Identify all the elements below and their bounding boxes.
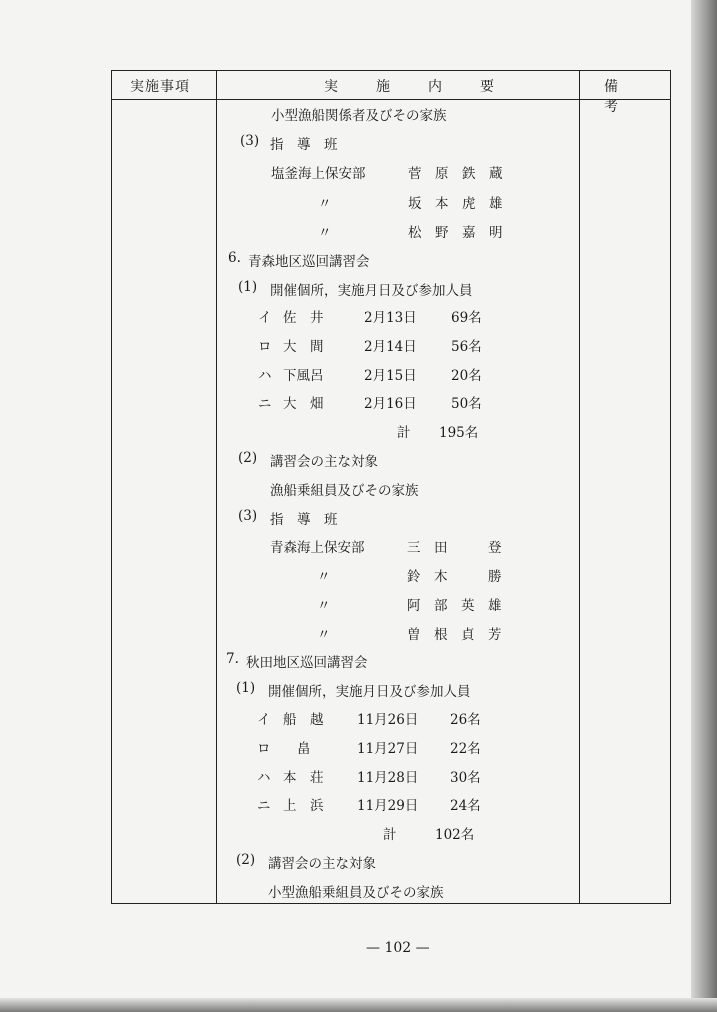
content-text-l27-1: 講習会の主な対象 [268, 856, 376, 872]
content-text-l3-0: 塩釜海上保安部 [271, 166, 366, 182]
page-number: — 102 — [366, 940, 430, 956]
content-text-l27-0: (2) [236, 852, 256, 868]
content-text-l17-0: 〃 [317, 569, 331, 585]
content-text-l4-0: 〃 [318, 196, 332, 212]
table-header-row [112, 71, 670, 115]
content-text-l10-3: 20名 [451, 368, 482, 384]
content-text-l12-1: 195名 [439, 425, 479, 441]
content-text-l10-1: 下風呂 [283, 368, 324, 384]
column-divider-1 [216, 71, 217, 903]
content-text-l25-3: 24名 [450, 798, 481, 814]
page-edge-shadow-right [691, 0, 717, 1012]
content-text-l13-1: 講習会の主な対象 [270, 454, 378, 470]
content-text-l10-0: ハ [258, 368, 272, 384]
content-text-l22-3: 26名 [450, 712, 481, 728]
content-text-l16-1: 三 田 登 [407, 540, 502, 556]
content-text-l2-1: 指 導 班 [270, 137, 338, 153]
content-text-l21-1: 開催個所，実施月日及び参加人員 [268, 684, 471, 700]
content-text-l11-2: 2月16日 [364, 396, 417, 412]
content-text-l15-0: (3) [238, 508, 258, 524]
content-text-l19-0: 〃 [317, 627, 331, 643]
content-text-l9-2: 2月14日 [364, 339, 417, 355]
content-text-l24-2: 11月28日 [357, 770, 419, 786]
content-text-l18-1: 阿 部 英 雄 [407, 598, 502, 614]
content-text-l6-0: 6. [228, 250, 241, 266]
header-implementation-content: 実施内要 [324, 79, 532, 95]
content-text-l6-1: 青森地区巡回講習会 [248, 254, 370, 270]
content-text-l20-1: 秋田地区巡回講習会 [246, 655, 368, 671]
content-text-l8-0: イ [258, 310, 272, 326]
content-text-l25-0: ニ [257, 798, 271, 814]
content-text-l8-2: 2月13日 [364, 310, 417, 326]
content-text-l19-1: 曽 根 貞 芳 [407, 627, 502, 643]
content-text-l24-1: 本 荘 [283, 770, 324, 786]
content-text-l11-3: 50名 [451, 396, 482, 412]
content-text-l7-1: 開催個所，実施月日及び参加人員 [270, 283, 473, 299]
content-text-l11-0: ニ [258, 396, 272, 412]
content-text-l26-0: 計 [383, 827, 397, 843]
content-text-l25-2: 11月29日 [357, 798, 419, 814]
content-text-l22-2: 11月26日 [357, 712, 419, 728]
content-text-l22-0: イ [257, 712, 271, 728]
content-text-l3-1: 菅 原 鉄 蔵 [408, 166, 503, 182]
page-edge-shadow-bottom [0, 998, 717, 1012]
content-text-l5-0: 〃 [318, 225, 332, 241]
content-text-l2-0: (3) [240, 133, 260, 149]
content-text-l24-3: 30名 [450, 770, 481, 786]
content-text-l21-0: (1) [236, 680, 256, 696]
content-text-l9-1: 大 間 [283, 339, 324, 355]
content-text-l23-3: 22名 [450, 741, 481, 757]
content-text-l18-0: 〃 [317, 598, 331, 614]
content-text-l20-0: 7. [226, 651, 239, 667]
content-text-l9-0: ロ [258, 339, 272, 355]
column-divider-2 [579, 71, 580, 903]
content-text-l13-0: (2) [238, 450, 258, 466]
content-text-l5-1: 松 野 嘉 明 [408, 225, 503, 241]
content-text-l8-1: 佐 井 [283, 310, 324, 326]
content-text-l16-0: 青森海上保安部 [270, 540, 365, 556]
content-text-l9-3: 56名 [451, 339, 482, 355]
content-text-l23-0: ロ [257, 741, 271, 757]
content-text-l14-0: 漁船乗組員及びその家族 [270, 483, 419, 499]
content-text-l24-0: ハ [257, 770, 271, 786]
content-text-l8-3: 69名 [451, 310, 482, 326]
content-text-l28-0: 小型漁船乗組員及びその家族 [268, 885, 444, 901]
content-text-l23-1: 畠 [297, 741, 311, 757]
header-implementation-item: 実施事項 [130, 79, 190, 95]
content-text-l11-1: 大 畑 [283, 396, 324, 412]
content-text-l7-0: (1) [238, 279, 258, 295]
header-remarks: 備考 [604, 79, 642, 115]
content-text-l1-0: 小型漁船関係者及びその家族 [271, 108, 447, 124]
content-text-l22-1: 船 越 [283, 712, 324, 728]
content-text-l10-2: 2月15日 [364, 368, 417, 384]
content-text-l26-1: 102名 [435, 827, 475, 843]
content-text-l12-0: 計 [397, 425, 411, 441]
content-text-l4-1: 坂 本 虎 雄 [408, 196, 503, 212]
content-text-l23-2: 11月27日 [357, 741, 419, 757]
content-text-l25-1: 上 浜 [283, 798, 324, 814]
content-text-l15-1: 指 導 班 [270, 512, 338, 528]
content-text-l17-1: 鈴 木 勝 [407, 569, 502, 585]
